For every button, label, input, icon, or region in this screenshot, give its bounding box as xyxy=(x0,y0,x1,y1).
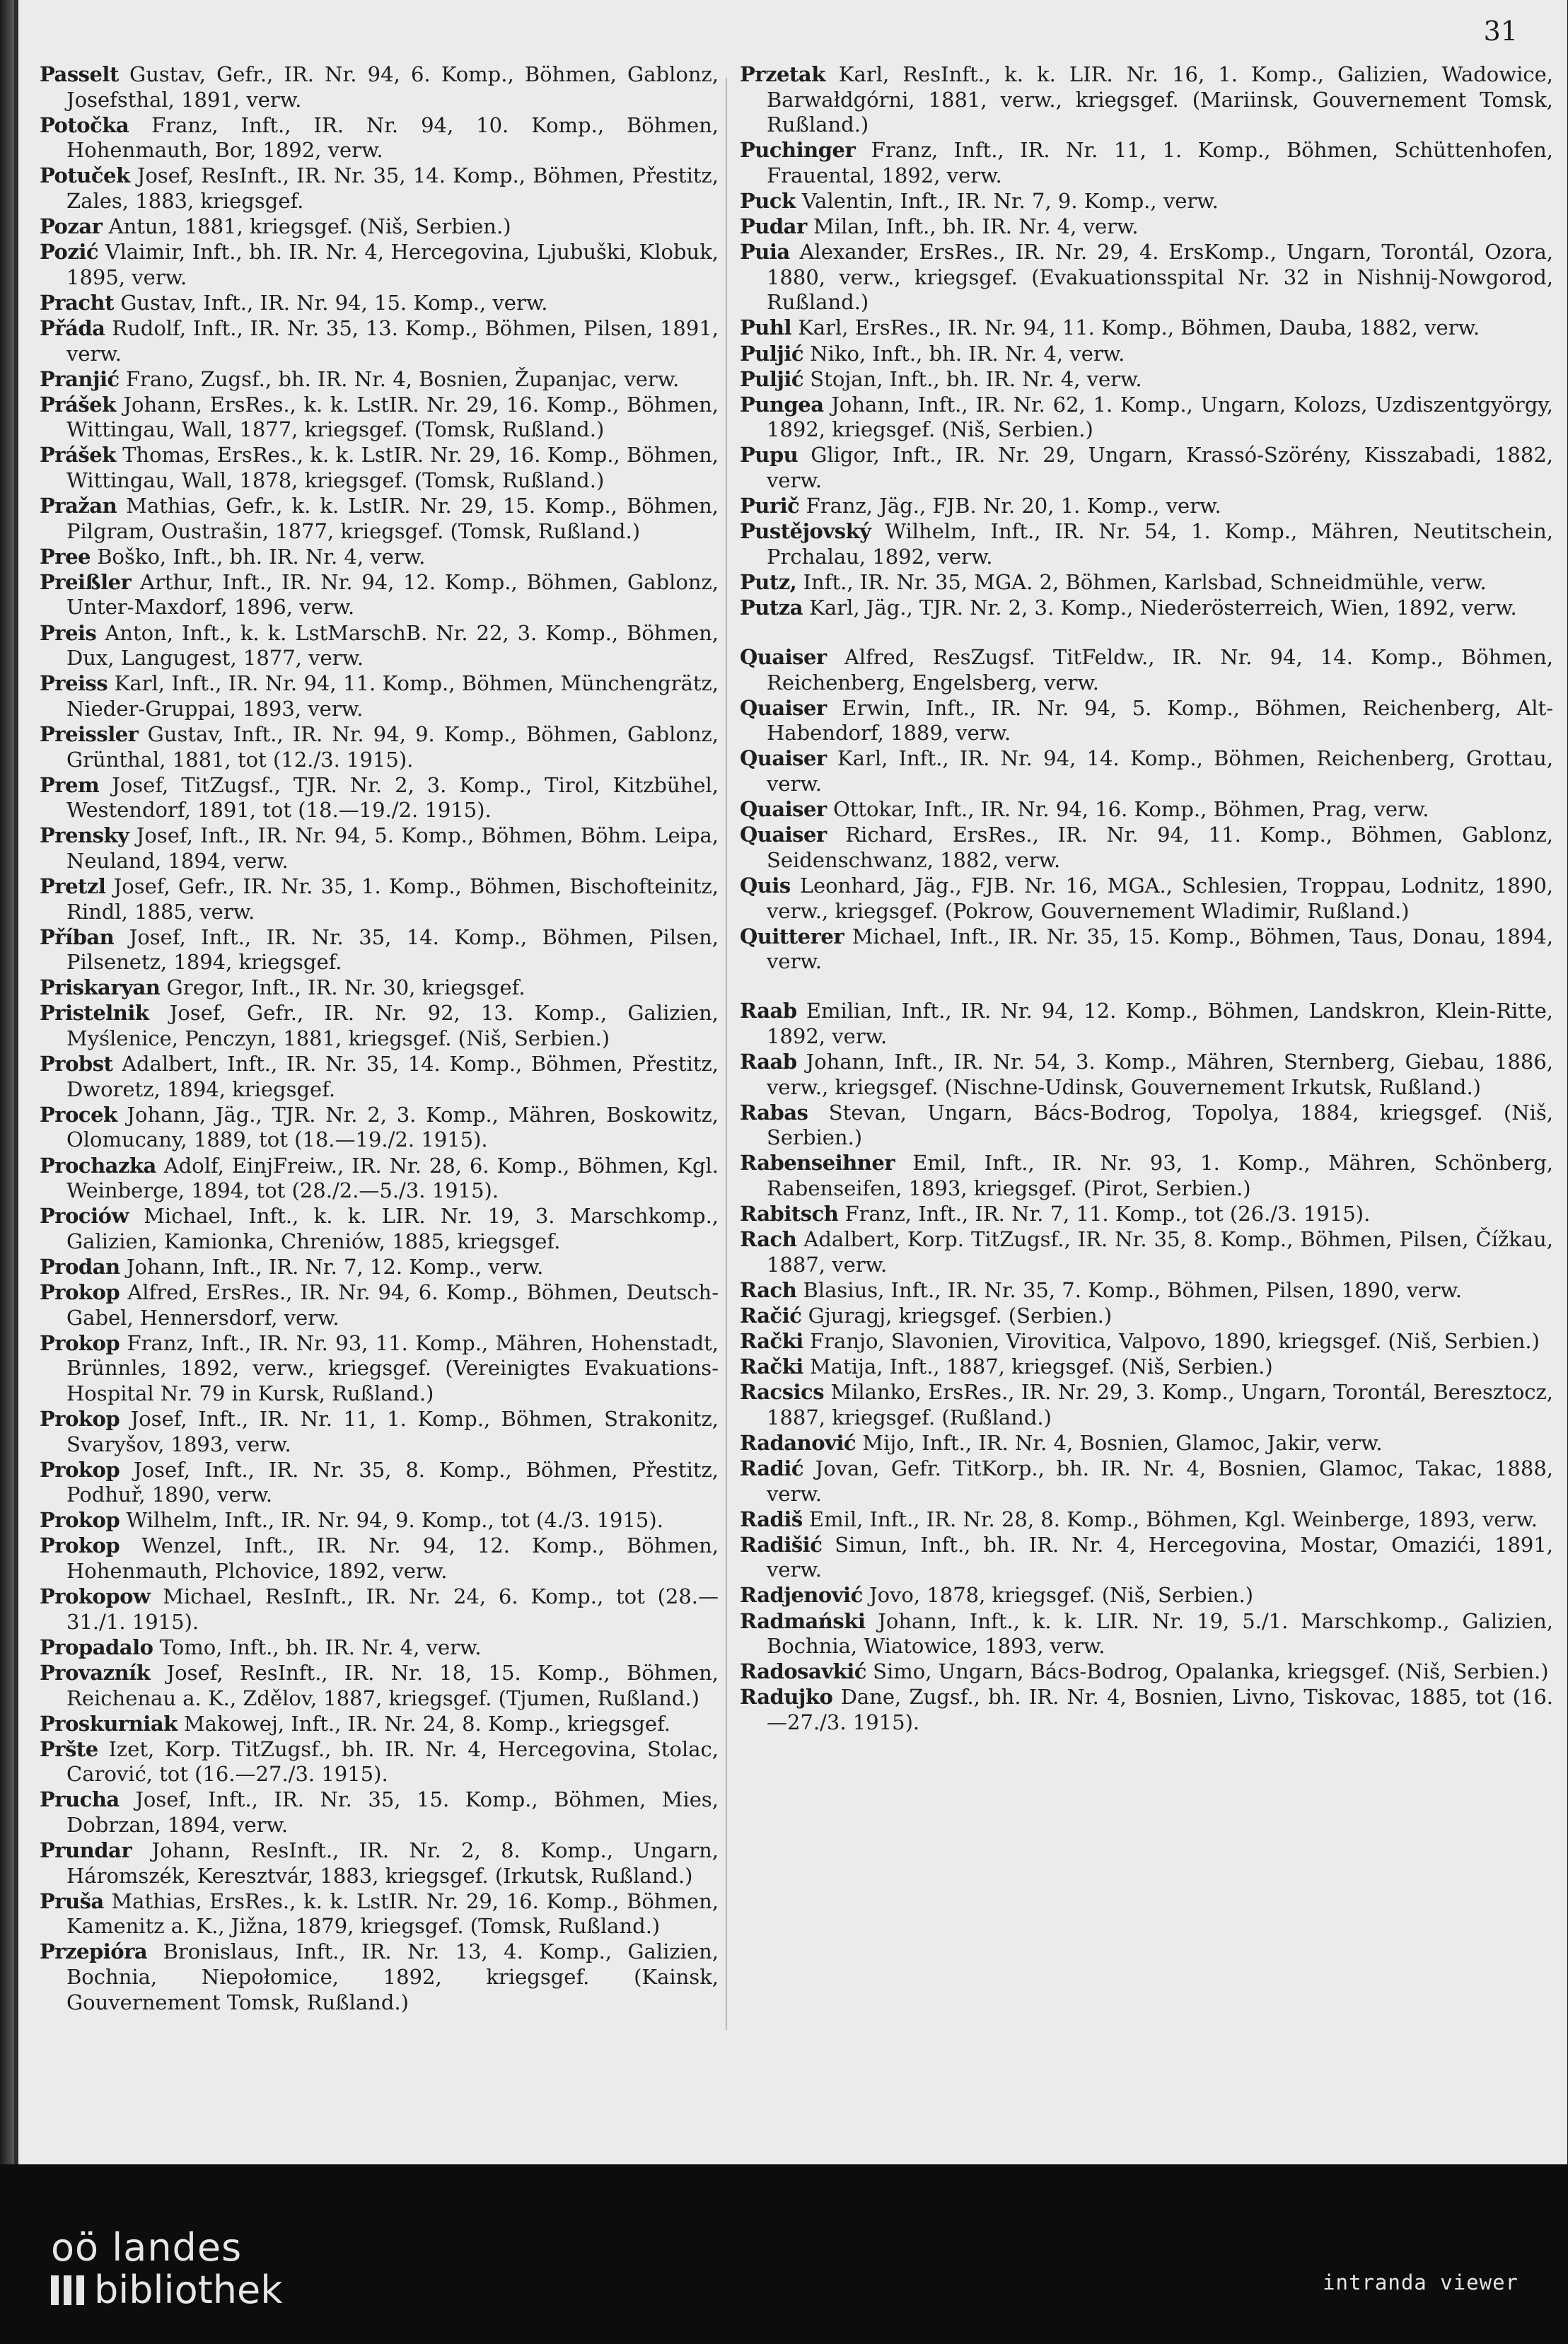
register-entry xyxy=(40,1737,719,1787)
entry-surname: Proskurniak xyxy=(40,1711,178,1736)
entry-surname: Quaiser xyxy=(740,746,827,771)
register-entry xyxy=(740,315,1553,341)
register-entry xyxy=(740,596,1553,621)
entry-surname: Purič xyxy=(740,494,800,518)
viewer-footer xyxy=(0,2164,1568,2344)
entry-surname: Racsics xyxy=(740,1380,825,1405)
entry-details: Alexander, ErsRes., IR. Nr. 29, 4. ErsKomp., Ungarn, Torontál, Ozora, 1880, verw., kriegsgef. (Evakuationsspital Nr. 32 in Nishnij-Nowgorod, Rußland.) xyxy=(767,240,1553,315)
entry-details: Gustav, Inft., IR. Nr. 94, 15. Komp., verw. xyxy=(120,290,548,315)
entry-details: Dane, Zugsf., bh. IR. Nr. 4, Bosnien, Livno, Tiskovac, 1885, tot (16.—27./3. 1915). xyxy=(767,1685,1554,1734)
register-entry xyxy=(740,696,1553,746)
entry-details: Karl, Jäg., TJR. Nr. 2, 3. Komp., Niederösterreich, Wien, 1892, verw. xyxy=(809,595,1517,620)
entry-details: Johann, ErsRes., k. k. LstIR. Nr. 29, 16. Komp., Böhmen, Wittingau, Wall, 1877, kriegsgef. (Tomsk, Rußland.) xyxy=(66,392,719,442)
entry-surname: Prokop xyxy=(40,1280,120,1304)
entry-details: Frano, Zugsf., bh. IR. Nr. 4, Bosnien, Županjac, verw. xyxy=(125,366,680,391)
entry-surname: Potočka xyxy=(40,112,129,137)
entry-surname: Pupu xyxy=(740,443,798,468)
entry-surname: Preißler xyxy=(40,569,132,594)
register-entry xyxy=(740,1050,1553,1100)
register-entry xyxy=(40,1533,719,1584)
column-divider xyxy=(726,78,727,2030)
entry-surname: Rački xyxy=(740,1329,803,1353)
entry-surname: Quis xyxy=(740,873,791,898)
register-entry xyxy=(40,214,719,240)
register-entry xyxy=(40,1103,719,1153)
entry-surname: Quaiser xyxy=(740,797,827,822)
register-entry xyxy=(40,443,719,493)
entry-details: Richard, ErsRes., IR. Nr. 94, 11. Komp., Böhmen, Gablonz, Seidenschwanz, 1882, verw. xyxy=(767,823,1553,872)
entry-surname: Potuček xyxy=(40,163,130,188)
entry-surname: Rabenseihner xyxy=(740,1151,895,1176)
entry-details: Gustav, Inft., IR. Nr. 94, 9. Komp., Böhmen, Gablonz, Grünthal, 1881, tot (12./3. 1915). xyxy=(66,721,719,772)
entry-details: Antun, 1881, kriegsgef. (Niš, Serbien.) xyxy=(108,214,511,239)
register-entry xyxy=(40,1255,719,1280)
entry-surname: Procek xyxy=(40,1102,117,1127)
entry-details: Alfred, ResZugsf. TitFeldw., IR. Nr. 94, 14. Komp., Böhmen, Reichenberg, Engelsberg, verw. xyxy=(767,645,1553,695)
entry-surname: Radmański xyxy=(740,1608,866,1633)
entry-details: Rudolf, Inft., IR. Nr. 35, 13. Komp., Böhmen, Pilsen, 1891, verw. xyxy=(66,315,719,366)
entry-surname: Pungea xyxy=(740,392,824,417)
entry-details: Matija, Inft., 1887, kriegsgef. (Niš, Serbien.) xyxy=(810,1354,1273,1379)
entry-details: Emil, Inft., IR. Nr. 28, 8. Komp., Böhmen, Kgl. Weinberge, 1893, verw. xyxy=(808,1507,1538,1531)
entry-details: Franz, Inft., IR. Nr. 94, 10. Komp., Böhmen, Hohenmauth, Bor, 1892, verw. xyxy=(66,112,719,163)
register-entry xyxy=(40,1661,719,1711)
logo-bars-icon xyxy=(51,2275,84,2305)
register-entry xyxy=(740,1278,1553,1304)
register-entry xyxy=(40,113,719,163)
entry-surname: Rabitsch xyxy=(740,1202,839,1226)
entry-surname: Propadalo xyxy=(40,1635,153,1659)
entry-surname: Priskaryan xyxy=(40,975,161,1000)
entry-surname: Radišić xyxy=(740,1532,823,1557)
entry-surname: Račić xyxy=(740,1303,802,1328)
entry-surname: Przepióra xyxy=(40,1939,148,1964)
entry-surname: Pozar xyxy=(40,214,103,239)
entry-surname: Quaiser xyxy=(740,695,827,720)
entry-surname: Radiš xyxy=(740,1507,803,1531)
entry-details: Karl, ResInft., k. k. LIR. Nr. 16, 1. Komp., Galizien, Wadowice, Barwałdgórni, 1881, verw., kriegsgef. (Mariinsk, Gouvernement Tomsk, Rußland.) xyxy=(767,62,1553,137)
register-entry xyxy=(740,393,1553,443)
register-entry xyxy=(740,924,1553,975)
register-entry xyxy=(40,545,719,570)
entry-surname: Przetak xyxy=(740,62,825,86)
entry-details: Wenzel, Inft., IR. Nr. 94, 12. Komp., Böhmen, Hohenmauth, Plchovice, 1892, verw. xyxy=(66,1533,719,1584)
entry-details: Arthur, Inft., IR. Nr. 94, 12. Komp., Böhmen, Gablonz, Unter-Maxdorf, 1896, verw. xyxy=(66,569,719,620)
document-page xyxy=(14,0,1567,2164)
entry-surname: Rabas xyxy=(740,1100,808,1125)
entry-surname: Pršte xyxy=(40,1736,98,1761)
entry-surname: Prokop xyxy=(40,1330,120,1355)
entry-surname: Puljić xyxy=(740,366,804,391)
register-entry xyxy=(40,1458,719,1508)
register-entry xyxy=(40,163,719,214)
entry-surname: Rach xyxy=(740,1277,797,1302)
entry-surname: Prokop xyxy=(40,1508,120,1533)
entry-details: Josef, ResInft., IR. Nr. 18, 15. Komp., Böhmen, Reichenau a. K., Zdělov, 1887, kriegsgef. (Tjumen, Rußland.) xyxy=(66,1660,719,1710)
section-gap xyxy=(740,975,1553,999)
logo-line2 xyxy=(51,2269,283,2311)
register-entry xyxy=(740,1431,1553,1456)
register-entry xyxy=(740,1507,1553,1533)
right-column xyxy=(740,62,1553,1736)
entry-surname: Radosavkić xyxy=(740,1659,866,1684)
register-entry xyxy=(740,823,1553,873)
entry-details: Johann, Inft., k. k. LIR. Nr. 19, 5./1. Marschkomp., Galizien, Bochnia, Wiatowice, 1893, verw. xyxy=(767,1608,1553,1659)
entry-details: Valentin, Inft., IR. Nr. 7, 9. Komp., verw. xyxy=(801,188,1219,213)
entry-details: Tomo, Inft., bh. IR. Nr. 4, verw. xyxy=(159,1635,482,1659)
register-entry xyxy=(40,1407,719,1457)
entry-details: Niko, Inft., bh. IR. Nr. 4, verw. xyxy=(810,341,1125,366)
register-entry xyxy=(40,1635,719,1661)
logo-text-line2: bibliothek xyxy=(94,2268,283,2312)
entry-surname: Puia xyxy=(740,240,790,265)
register-entry xyxy=(40,240,719,290)
entry-details: Leonhard, Jäg., FJB. Nr. 16, MGA., Schlesien, Troppau, Lodnitz, 1890, verw., kriegsgef. (Pokrow, Gouvernement Wladimir, Rußland.) xyxy=(767,873,1554,923)
register-entry xyxy=(740,189,1553,214)
register-entry xyxy=(40,1331,719,1407)
entry-details: Adalbert, Korp. TitZugsf., IR. Nr. 35, 8. Komp., Böhmen, Pilsen, Čížkau, 1887, verw. xyxy=(767,1227,1554,1277)
entry-surname: Raab xyxy=(740,1049,797,1074)
register-entry xyxy=(40,1508,719,1533)
register-entry xyxy=(740,1101,1553,1151)
register-entry xyxy=(740,1533,1553,1583)
entry-details: Wilhelm, Inft., IR. Nr. 94, 9. Komp., tot (4./3. 1915). xyxy=(126,1508,663,1533)
register-entry xyxy=(740,1456,1553,1507)
register-entry xyxy=(40,1280,719,1330)
entry-details: Simun, Inft., bh. IR. Nr. 4, Hercegovina, Mostar, Omazići, 1891, verw. xyxy=(767,1532,1554,1582)
register-entry xyxy=(740,494,1553,519)
entry-details: Michael, Inft., k. k. LIR. Nr. 19, 3. Marschkomp., Galizien, Kamionka, Chreniów, 1885, kriegsgef. xyxy=(66,1204,719,1253)
entry-details: Gjuragj, kriegsgef. (Serbien.) xyxy=(808,1303,1113,1328)
register-entry xyxy=(40,1001,719,1051)
register-entry xyxy=(740,797,1553,823)
entry-details: Josef, ResInft., IR. Nr. 35, 14. Komp., Böhmen, Přestitz, Zales, 1883, kriegsgef. xyxy=(66,163,719,213)
entry-details: Johann, Inft., IR. Nr. 54, 3. Komp., Mähren, Sternberg, Giebau, 1886, verw., kriegsgef. (Nischne-Udinsk, Gouvernement Irkutsk, Rußland.) xyxy=(767,1049,1553,1099)
entry-details: Stojan, Inft., bh. IR. Nr. 4, verw. xyxy=(810,366,1142,391)
register-entry xyxy=(40,570,719,620)
entry-details: Wilhelm, Inft., IR. Nr. 54, 1. Komp., Mähren, Neutitschein, Prchalau, 1892, verw. xyxy=(767,519,1553,569)
entry-surname: Prášek xyxy=(40,392,116,417)
entry-details: Stevan, Ungarn, Bács-Bodrog, Topolya, 1884, kriegsgef. (Niš, Serbien.) xyxy=(767,1100,1554,1150)
viewer-brand-label[interactable]: intranda viewer xyxy=(1323,2270,1518,2294)
section-gap xyxy=(740,621,1553,645)
entry-details: Gustav, Gefr., IR. Nr. 94, 6. Komp., Böhmen, Gablonz, Josefsthal, 1891, verw. xyxy=(66,62,719,112)
register-entry xyxy=(40,621,719,671)
register-entry xyxy=(740,1380,1553,1430)
entry-details: Franz, Inft., IR. Nr. 7, 11. Komp., tot (26./3. 1915). xyxy=(844,1202,1371,1226)
entry-surname: Prášek xyxy=(40,443,116,468)
entry-surname: Quitterer xyxy=(740,924,844,948)
left-column xyxy=(40,62,719,2016)
entry-details: Johann, ResInft., IR. Nr. 2, 8. Komp., Ungarn, Háromszék, Keresztvár, 1883, kriegsgef. (Irkutsk, Rußland.) xyxy=(66,1838,719,1888)
book-spine xyxy=(0,0,14,2164)
entry-surname: Přáda xyxy=(40,315,105,340)
entry-details: Josef, TitZugsf., TJR. Nr. 2, 3. Komp., Tirol, Kitzbühel, Westendorf, 1891, tot (18.—19./2. 1915). xyxy=(66,772,719,823)
entry-surname: Putz, xyxy=(740,569,797,594)
entry-surname: Provazník xyxy=(40,1660,151,1685)
entry-details: Anton, Inft., k. k. LstMarschB. Nr. 22, 3. Komp., Böhmen, Dux, Langugest, 1877, verw. xyxy=(66,620,719,671)
register-entry xyxy=(740,570,1553,596)
register-entry xyxy=(740,874,1553,924)
entry-surname: Puhl xyxy=(740,315,791,340)
entry-surname: Pražan xyxy=(40,494,117,518)
entry-surname: Radić xyxy=(740,1456,804,1480)
register-entry xyxy=(40,1154,719,1204)
entry-surname: Prochazka xyxy=(40,1153,156,1178)
entry-surname: Pruša xyxy=(40,1888,104,1913)
register-entry xyxy=(740,746,1553,796)
entry-surname: Pozić xyxy=(40,240,99,265)
register-entry xyxy=(40,874,719,924)
entry-details: Karl, ErsRes., IR. Nr. 94, 11. Komp., Böhmen, Dauba, 1882, verw. xyxy=(798,315,1480,340)
register-entry xyxy=(40,367,719,393)
entry-details: Milanko, ErsRes., IR. Nr. 29, 3. Komp., Ungarn, Torontál, Beresztocz, 1887, kriegsgef. (Rußland.) xyxy=(767,1380,1554,1429)
entry-details: Milan, Inft., bh. IR. Nr. 4, verw. xyxy=(813,214,1139,239)
logo-text-line1: oö landes xyxy=(51,2225,243,2270)
register-entry xyxy=(40,1939,719,2015)
register-entry xyxy=(40,975,719,1001)
entry-surname: Puchinger xyxy=(740,138,856,163)
entry-surname: Quaiser xyxy=(740,823,827,847)
register-entry xyxy=(740,645,1553,695)
register-entry xyxy=(740,999,1553,1049)
entry-details: Michael, ResInft., IR. Nr. 24, 6. Komp., tot (28.—31./1. 1915). xyxy=(66,1584,719,1634)
register-entry xyxy=(740,367,1553,393)
entry-details: Thomas, ErsRes., k. k. LstIR. Nr. 29, 16. Komp., Böhmen, Wittingau, Wall, 1878, kriegsgef. (Tomsk, Rußland.) xyxy=(66,443,719,492)
entry-surname: Puljić xyxy=(740,341,804,366)
entry-surname: Pretzl xyxy=(40,874,106,898)
entry-surname: Pristelnik xyxy=(40,1001,149,1026)
register-entry xyxy=(740,138,1553,188)
entry-details: Michael, Inft., IR. Nr. 35, 15. Komp., Böhmen, Taus, Donau, 1894, verw. xyxy=(767,924,1554,974)
entry-surname: Radujko xyxy=(740,1685,833,1710)
entry-surname: Rach xyxy=(740,1227,797,1252)
entry-surname: Příban xyxy=(40,924,115,949)
entry-surname: Pudar xyxy=(740,214,807,239)
entry-details: Josef, Inft., IR. Nr. 35, 15. Komp., Böhmen, Mies, Dobrzan, 1894, verw. xyxy=(66,1787,719,1837)
entry-surname: Probst xyxy=(40,1052,113,1077)
register-entry xyxy=(40,1787,719,1838)
entry-details: Mijo, Inft., IR. Nr. 4, Bosnien, Glamoc, Jakir, verw. xyxy=(862,1430,1383,1455)
register-entry xyxy=(40,494,719,544)
register-entry xyxy=(740,214,1553,240)
register-entry xyxy=(40,671,719,721)
entry-surname: Puck xyxy=(740,188,796,213)
entry-surname: Prucha xyxy=(40,1787,120,1812)
entry-details: Franz, Inft., IR. Nr. 11, 1. Komp., Böhmen, Schüttenhofen, Frauental, 1892, verw. xyxy=(767,138,1554,187)
entry-details: Johann, Jäg., TJR. Nr. 2, 3. Komp., Mähren, Boskowitz, Olomucany, 1889, tot (18.—19./2. 1915). xyxy=(66,1102,719,1152)
register-entry xyxy=(740,443,1553,493)
entry-details: Josef, Inft., IR. Nr. 35, 8. Komp., Böhmen, Přestitz, Podhuř, 1890, verw. xyxy=(66,1457,719,1507)
register-entry xyxy=(740,1304,1553,1329)
register-entry xyxy=(740,342,1553,367)
entry-details: Inft., IR. Nr. 35, MGA. 2, Böhmen, Karlsbad, Schneidmühle, verw. xyxy=(803,569,1487,594)
entry-surname: Raab xyxy=(740,999,797,1023)
register-entry xyxy=(740,1583,1553,1608)
entry-details: Mathias, Gefr., k. k. LstIR. Nr. 29, 15. Komp., Böhmen, Pilgram, Oustrašin, 1877, kriegsgef. (Tomsk, Rußland.) xyxy=(66,494,719,543)
library-logo[interactable] xyxy=(51,2227,283,2311)
register-entry xyxy=(740,62,1553,138)
register-entry xyxy=(40,1889,719,1939)
entry-details: Erwin, Inft., IR. Nr. 94, 5. Komp., Böhmen, Reichenberg, Alt-Habendorf, 1889, verw. xyxy=(767,695,1554,745)
entry-details: Simo, Ungarn, Bács-Bodrog, Opalanka, kriegsgef. (Niš, Serbien.) xyxy=(873,1659,1549,1684)
entry-details: Emil, Inft., IR. Nr. 93, 1. Komp., Mähren, Schönberg, Rabenseifen, 1893, kriegsgef. (Pirot, Serbien.) xyxy=(767,1151,1553,1200)
entry-surname: Prociów xyxy=(40,1204,129,1229)
entry-details: Johann, Inft., IR. Nr. 62, 1. Komp., Ungarn, Kolozs, Uzdiszentgyörgy, 1892, kriegsgef. (Niš, Serbien.) xyxy=(767,392,1554,442)
entry-surname: Pree xyxy=(40,544,91,569)
entry-details: Bronislaus, Inft., IR. Nr. 13, 4. Komp., Galizien, Bochnia, Niepołomice, 1892, kriegsgef. (Kainsk, Gouvernement Tomsk, Rußland.) xyxy=(66,1939,719,2014)
entry-details: Johann, Inft., IR. Nr. 7, 12. Komp., verw. xyxy=(126,1254,544,1279)
entry-details: Gligor, Inft., IR. Nr. 29, Ungarn, Krassó-Szörény, Kisszabadi, 1882, verw. xyxy=(767,443,1553,492)
register-entry xyxy=(40,773,719,823)
register-entry xyxy=(40,62,719,112)
entry-details: Franjo, Slavonien, Virovitica, Valpovo, 1890, kriegsgef. (Niš, Serbien.) xyxy=(810,1329,1540,1353)
entry-details: Makowej, Inft., IR. Nr. 24, 8. Komp., kriegsgef. xyxy=(183,1711,670,1736)
entry-surname: Prokop xyxy=(40,1533,120,1558)
register-entry xyxy=(740,1329,1553,1354)
entry-details: Adalbert, Inft., IR. Nr. 35, 14. Komp., Böhmen, Přestitz, Dworetz, 1894, kriegsgef. xyxy=(66,1052,719,1101)
entry-surname: Prokop xyxy=(40,1406,120,1431)
entry-surname: Radanović xyxy=(740,1430,856,1455)
entry-surname: Preiss xyxy=(40,671,108,696)
entry-surname: Pustějovský xyxy=(740,519,871,544)
register-entry xyxy=(40,925,719,975)
register-entry xyxy=(40,316,719,366)
register-entry xyxy=(740,1151,1553,1201)
entry-details: Gregor, Inft., IR. Nr. 30, kriegsgef. xyxy=(166,975,525,1000)
entry-details: Mathias, ErsRes., k. k. LstIR. Nr. 29, 16. Komp., Böhmen, Kamenitz a. K., Jižna, 1879, kriegsgef. (Tomsk, Rußland.) xyxy=(66,1888,719,1939)
register-entry xyxy=(40,1584,719,1635)
entry-surname: Pracht xyxy=(40,290,115,315)
register-entry xyxy=(40,1712,719,1737)
register-entry xyxy=(740,1685,1553,1735)
register-entry xyxy=(40,1204,719,1254)
register-entry xyxy=(40,823,719,874)
register-entry xyxy=(740,1354,1553,1380)
entry-details: Vlaimir, Inft., bh. IR. Nr. 4, Hercegovina, Ljubuški, Klobuk, 1895, verw. xyxy=(66,240,719,289)
entry-details: Karl, Inft., IR. Nr. 94, 14. Komp., Böhmen, Reichenberg, Grottau, verw. xyxy=(767,746,1554,796)
entry-surname: Rački xyxy=(740,1354,803,1379)
entry-surname: Prokop xyxy=(40,1457,120,1482)
entry-surname: Preis xyxy=(40,620,97,645)
entry-surname: Prokopow xyxy=(40,1584,151,1609)
entry-details: Josef, Inft., IR. Nr. 35, 14. Komp., Böhmen, Pilsen, Pilsenetz, 1894, kriegsgef. xyxy=(66,924,719,975)
page-number: 31 xyxy=(1483,16,1518,47)
register-entry xyxy=(740,240,1553,315)
entry-surname: Preissler xyxy=(40,721,139,746)
entry-details: Jovo, 1878, kriegsgef. (Niš, Serbien.) xyxy=(869,1583,1254,1608)
entry-surname: Prensky xyxy=(40,823,129,848)
entry-details: Josef, Inft., IR. Nr. 11, 1. Komp., Böhmen, Strakonitz, Svaryšov, 1893, verw. xyxy=(66,1406,719,1456)
entry-surname: Prem xyxy=(40,772,100,797)
entry-surname: Prodan xyxy=(40,1254,120,1279)
register-entry xyxy=(740,519,1553,569)
register-entry xyxy=(40,722,719,772)
register-entry xyxy=(40,291,719,316)
register-entry xyxy=(40,1052,719,1102)
entry-details: Adolf, EinjFreiw., IR. Nr. 28, 6. Komp., Böhmen, Kgl. Weinberge, 1894, tot (28./2.—5./3. 1915). xyxy=(66,1153,719,1203)
entry-details: Ottokar, Inft., IR. Nr. 94, 16. Komp., Böhmen, Prag, verw. xyxy=(832,797,1429,822)
entry-surname: Passelt xyxy=(40,62,119,86)
entry-surname: Putza xyxy=(740,595,803,620)
entry-details: Franz, Jäg., FJB. Nr. 20, 1. Komp., verw. xyxy=(806,494,1221,518)
entry-surname: Pranjić xyxy=(40,366,120,391)
entry-details: Josef, Gefr., IR. Nr. 92, 13. Komp., Galizien, Myślenice, Penczyn, 1881, kriegsgef. (Niš, Serbien.) xyxy=(66,1001,719,1051)
entry-details: Josef, Gefr., IR. Nr. 35, 1. Komp., Böhmen, Bischofteinitz, Rindl, 1885, verw. xyxy=(66,874,719,924)
entry-details: Jovan, Gefr. TitKorp., bh. IR. Nr. 4, Bosnien, Glamoc, Takac, 1888, verw. xyxy=(767,1456,1554,1506)
register-entry xyxy=(740,1227,1553,1277)
register-entry xyxy=(40,1838,719,1888)
entry-surname: Radjenović xyxy=(740,1583,863,1608)
entry-details: Blasius, Inft., IR. Nr. 35, 7. Komp., Böhmen, Pilsen, 1890, verw. xyxy=(803,1277,1462,1302)
register-entry xyxy=(40,393,719,443)
register-entry xyxy=(740,1659,1553,1685)
entry-details: Boško, Inft., bh. IR. Nr. 4, verw. xyxy=(97,544,426,569)
entry-details: Franz, Inft., IR. Nr. 93, 11. Komp., Mähren, Hohenstadt, Brünnles, 1892, verw., kriegsgef. (Vereinigtes Evakuations-Hospital Nr. 79 in Kursk, Rußland.) xyxy=(66,1330,719,1405)
register-entry xyxy=(740,1202,1553,1227)
entry-details: Karl, Inft., IR. Nr. 94, 11. Komp., Böhmen, Münchengrätz, Nieder-Gruppai, 1893, verw. xyxy=(66,671,719,721)
entry-details: Josef, Inft., IR. Nr. 94, 5. Komp., Böhmen, Böhm. Leipa, Neuland, 1894, verw. xyxy=(66,823,719,873)
register-entry xyxy=(740,1609,1553,1659)
entry-details: Alfred, ErsRes., IR. Nr. 94, 6. Komp., Böhmen, Deutsch-Gabel, Hennersdorf, verw. xyxy=(66,1280,719,1330)
entry-details: Emilian, Inft., IR. Nr. 94, 12. Komp., Böhmen, Landskron, Klein-Ritte, 1892, verw. xyxy=(767,999,1553,1048)
entry-surname: Prundar xyxy=(40,1838,132,1863)
entry-details: Izet, Korp. TitZugsf., bh. IR. Nr. 4, Hercegovina, Stolac, Carović, tot (16.—27./3. 1915). xyxy=(66,1736,719,1787)
entry-surname: Quaiser xyxy=(740,645,827,670)
